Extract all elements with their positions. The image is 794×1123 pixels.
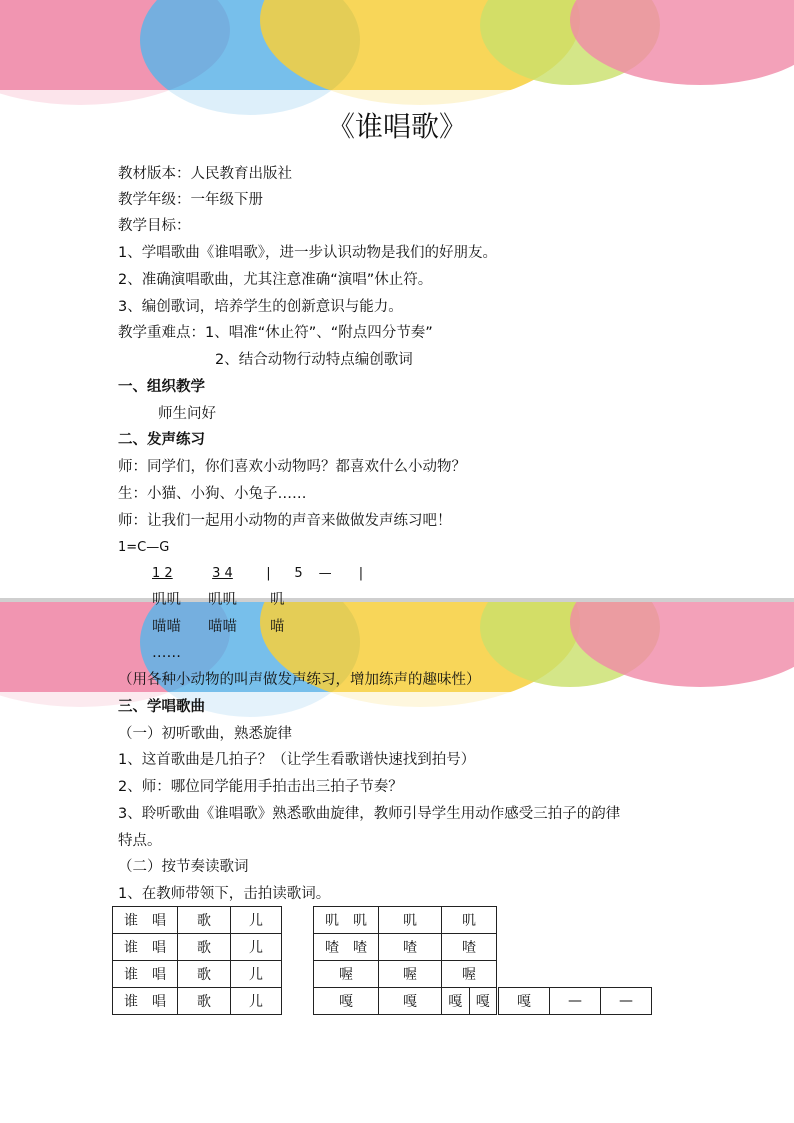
lyrics-table-left — [112, 906, 282, 1015]
subsection-heading: （二）按节奏读歌词 — [118, 859, 249, 875]
keypoints-line: 2、结合动物行动特点编创歌词 — [215, 352, 413, 368]
ellipsis: …… — [152, 645, 181, 661]
practice-note: （用各种小动物的叫声做发声练习，增加练声的趣味性） — [118, 672, 481, 688]
table-cell: 儿 — [231, 907, 282, 934]
table-row — [113, 961, 282, 988]
table-row — [113, 988, 282, 1015]
table-row — [314, 934, 497, 961]
table-row — [113, 934, 282, 961]
page-separator — [0, 598, 794, 602]
list-item: 2、师：哪位同学能用手拍击出三拍子节奏？ — [118, 779, 403, 795]
list-item: 1、这首歌曲是几拍子？（让学生看歌谱快速找到拍号） — [118, 752, 476, 768]
teaching-grade: 教学年级：一年级下册 — [118, 192, 263, 208]
table-cell: 叽 叽 — [314, 907, 379, 934]
textbook-edition: 教材版本：人民教育出版社 — [118, 166, 292, 182]
table-cell: 嘎 — [379, 988, 442, 1015]
table-cell: 喔 — [379, 961, 442, 988]
table-cell: 喳 喳 — [314, 934, 379, 961]
table-cell: 谁 唱 — [113, 907, 178, 934]
table-cell: 儿 — [231, 934, 282, 961]
lyrics-table-right-extension — [498, 987, 652, 1015]
table-cell: 谁 唱 — [113, 961, 178, 988]
table-cell: 歌 — [178, 988, 231, 1015]
syllable-row — [152, 617, 285, 637]
table-cell: 喔 — [442, 961, 497, 988]
dialog-line: 师：同学们，你们喜欢小动物吗？都喜欢什么小动物？ — [118, 459, 466, 475]
table-cell: 叽 — [379, 907, 442, 934]
table-cell: 谁 唱 — [113, 934, 178, 961]
table-cell: 儿 — [231, 988, 282, 1015]
dialog-line: 生：小猫、小狗、小兔子…… — [118, 486, 307, 502]
table-row — [499, 988, 652, 1015]
syllable: 喵喵 — [152, 619, 181, 635]
subsection-heading: （一）初听歌曲，熟悉旋律 — [118, 726, 292, 742]
table-cell: 嘎 — [442, 988, 470, 1015]
syllable: 叽 — [270, 592, 285, 608]
table-cell: 喳 — [442, 934, 497, 961]
goal-item: 2、准确演唱歌曲，尤其注意准确“演唱”休止符。 — [118, 272, 433, 288]
table-row — [314, 961, 497, 988]
goal-item: 1、学唱歌曲《谁唱歌》，进一步认识动物是我们的好朋友。 — [118, 245, 497, 261]
syllable: 喵喵 — [208, 619, 237, 635]
syllable: 叽叽 — [152, 592, 181, 608]
bar-line: | — [358, 566, 364, 581]
table-cell: 嘎 — [314, 988, 379, 1015]
key-signature: 1=C—G — [118, 540, 170, 555]
notation-measure: 1 2 — [152, 566, 173, 581]
table-cell: 喳 — [379, 934, 442, 961]
section-heading: 三、学唱歌曲 — [118, 699, 205, 715]
section-heading: 二、发声练习 — [118, 432, 205, 448]
table-cell: 歌 — [178, 907, 231, 934]
list-item: 1、在教师带领下，击拍读歌词。 — [118, 886, 331, 902]
table-cell: 嘎 — [499, 988, 550, 1015]
table-cell: 嘎 — [469, 988, 497, 1015]
lyrics-table-right — [313, 906, 497, 1015]
table-cell: 儿 — [231, 961, 282, 988]
table-row — [314, 907, 497, 934]
section-body: 师生问好 — [158, 406, 216, 422]
list-item: 3、聆听歌曲《谁唱歌》熟悉歌曲旋律，教师引导学生用动作感受三拍子的韵律 — [118, 806, 621, 822]
table-cell: 歌 — [178, 961, 231, 988]
table-cell: 歌 — [178, 934, 231, 961]
notation-line — [152, 566, 363, 581]
table-cell: 谁 唱 — [113, 988, 178, 1015]
goals-heading: 教学目标： — [118, 218, 191, 234]
page-title: 《谁唱歌》 — [326, 110, 467, 143]
notation-measure: 5 — [294, 566, 303, 581]
syllable: 叽叽 — [208, 592, 237, 608]
goal-item: 3、编创歌词，培养学生的创新意识与能力。 — [118, 299, 403, 315]
table-row — [314, 988, 497, 1015]
table-cell: — — [601, 988, 652, 1015]
list-item: 特点。 — [118, 833, 162, 849]
table-cell: — — [550, 988, 601, 1015]
section-heading: 一、组织教学 — [118, 379, 205, 395]
syllable: 喵 — [270, 619, 285, 635]
table-cell: 叽 — [442, 907, 497, 934]
table-row — [113, 907, 282, 934]
notation-measure: 3 4 — [212, 566, 233, 581]
table-cell: 喔 — [314, 961, 379, 988]
keypoints-line: 教学重难点：1、唱准“休止符”、“附点四分节奏” — [118, 325, 433, 341]
syllable-row — [152, 590, 285, 610]
bar-line: | — [266, 566, 271, 581]
dialog-line: 师：让我们一起用小动物的声音来做做发声练习吧！ — [118, 513, 452, 529]
notation-dash: — — [318, 566, 332, 581]
